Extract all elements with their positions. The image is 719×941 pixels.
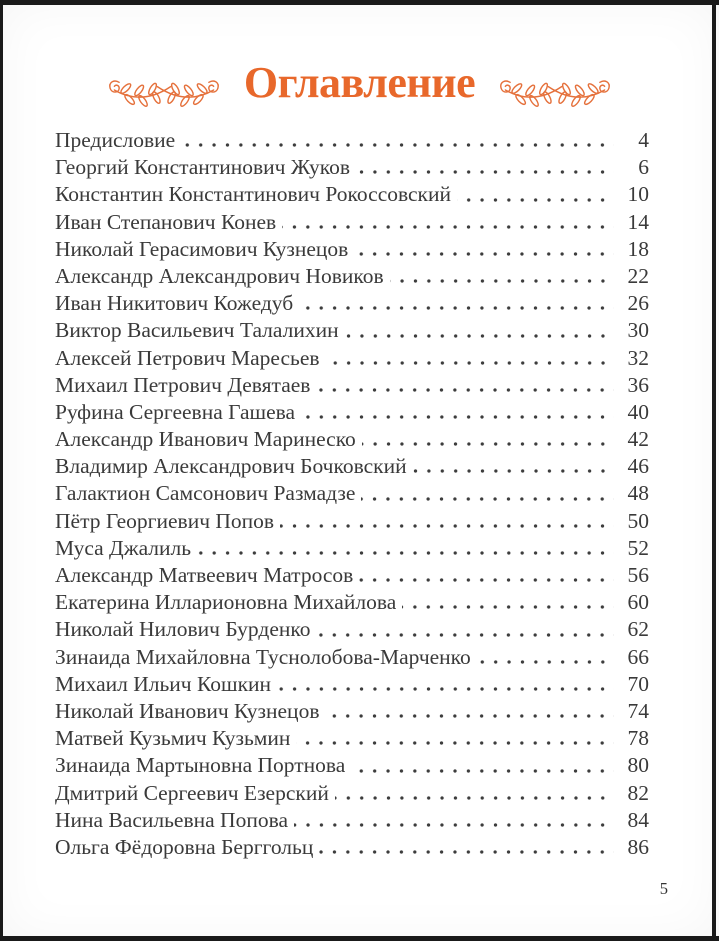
- toc-entry-page: 78: [627, 726, 649, 751]
- dot-leader: [457, 181, 614, 208]
- toc-entry: [55, 453, 649, 480]
- toc-entry-page: 36: [627, 372, 649, 397]
- dot-leader: [354, 236, 614, 263]
- toc-entry-page: 70: [627, 671, 649, 696]
- toc-entry-label: Руфина Сергеевна Гашева: [55, 399, 296, 424]
- toc-entry-label: Предисловие: [55, 128, 176, 152]
- toc-entry-label: Николай Герасимович Кузнецов: [55, 236, 349, 261]
- toc-entry-label: Матвей Кузьмич Кузьмин: [55, 726, 291, 751]
- dot-leader: [335, 780, 614, 807]
- page-title: Оглавление: [243, 57, 476, 107]
- toc-entry-label: Алексей Петрович Маресьев: [55, 345, 320, 370]
- toc-entry-label: Михаил Ильич Кошкин: [55, 671, 272, 696]
- toc-entry-page: 62: [627, 617, 649, 642]
- toc-entry-page: 32: [627, 345, 649, 370]
- toc-entry: [55, 616, 649, 643]
- toc-entry: [55, 263, 649, 290]
- toc-list: [55, 127, 649, 861]
- toc-entry-label: Иван Степанович Конев: [55, 209, 277, 234]
- dot-leader: [181, 127, 614, 154]
- dot-leader: [351, 752, 614, 779]
- toc-entry-page: 66: [627, 644, 649, 669]
- scan-border-bottom: [0, 936, 719, 941]
- dot-leader: [316, 616, 614, 643]
- toc-entry-label: Иван Никитович Кожедуб: [55, 291, 294, 316]
- toc-entry: [55, 535, 649, 562]
- toc-entry: [55, 399, 649, 426]
- toc-entry-label: Екатерина Илларионовна Михайлова: [55, 590, 397, 615]
- toc-entry-page: 74: [627, 698, 649, 723]
- toc-entry-page: 50: [627, 508, 649, 533]
- toc-entry: [55, 317, 649, 344]
- toc-entry: [55, 644, 649, 671]
- toc-entry-label: Константин Константинович Рокоссовский: [55, 182, 452, 207]
- toc-entry-page: 56: [627, 563, 649, 587]
- dot-leader: [294, 807, 614, 834]
- toc-entry: [55, 807, 649, 834]
- toc-entry-page: 86: [627, 834, 649, 859]
- dot-leader: [356, 154, 614, 181]
- toc-entry-label: Николай Иванович Кузнецов: [55, 698, 320, 723]
- toc-entry: [55, 154, 649, 181]
- toc-entry-label: Зинаида Михайловна Туснолобова-Марченко: [55, 644, 471, 669]
- dot-leader: [280, 508, 614, 535]
- toc-entry-page: 46: [627, 454, 649, 479]
- dot-leader: [282, 209, 614, 236]
- toc-entry-label: Александр Матвеевич Матросов: [55, 563, 354, 587]
- toc-entry-page: 26: [627, 291, 649, 316]
- dot-leader: [477, 644, 614, 671]
- toc-entry-label: Александр Александрович Новиков: [55, 263, 384, 288]
- toc-entry-label: Георгий Константинович Жуков: [55, 155, 351, 180]
- toc-entry: [55, 181, 649, 208]
- dot-leader: [390, 263, 614, 290]
- dot-leader: [299, 290, 614, 317]
- scan-border-right: [712, 0, 716, 941]
- laurel-flourish-icon: [496, 68, 614, 110]
- dot-leader: [345, 317, 614, 344]
- toc-entry-label: Михаил Петрович Девятаев: [55, 372, 311, 397]
- toc-entry-page: 60: [627, 590, 649, 615]
- toc-entry: [55, 562, 649, 589]
- dot-leader: [319, 834, 614, 861]
- toc-entry: [55, 209, 649, 236]
- toc-entry-page: 52: [627, 535, 649, 560]
- toc-entry: [55, 480, 649, 507]
- toc-entry-page: 10: [627, 182, 649, 207]
- toc-entry-page: 14: [627, 209, 649, 234]
- toc-entry-page: 4: [638, 128, 649, 152]
- dot-leader: [325, 698, 614, 725]
- toc-entry-label: Ольга Фёдоровна Берггольц: [55, 834, 314, 859]
- toc-entry-label: Пётр Георгиевич Попов: [55, 508, 275, 533]
- laurel-flourish-icon: [105, 68, 223, 110]
- toc-entry: [55, 508, 649, 535]
- toc-entry: [55, 780, 649, 807]
- toc-entry-label: Виктор Васильевич Талалихин: [55, 318, 339, 343]
- toc-entry: [55, 698, 649, 725]
- toc-entry-page: 84: [627, 807, 649, 832]
- dot-leader: [362, 426, 614, 453]
- toc-entry: [55, 236, 649, 263]
- dot-leader: [316, 372, 614, 399]
- toc-entry: [55, 834, 649, 861]
- toc-entry-page: 18: [627, 236, 649, 261]
- toc-entry: [55, 671, 649, 698]
- dot-leader: [361, 480, 614, 507]
- toc-entry-label: Александр Иванович Маринеско: [55, 427, 356, 452]
- folio-page-number: 5: [659, 879, 668, 898]
- dot-leader: [359, 562, 614, 589]
- dot-leader: [413, 453, 614, 480]
- dot-leader: [301, 399, 614, 426]
- toc-entry: [55, 372, 649, 399]
- scan-border-left: [0, 0, 3, 941]
- toc-entry: [55, 752, 649, 779]
- toc-entry-label: Галактион Самсонович Размадзе: [55, 481, 356, 506]
- toc-entry: [55, 426, 649, 453]
- toc-entry-label: Николай Нилович Бурденко: [55, 617, 311, 642]
- toc-entry-label: Владимир Александрович Бочковский: [55, 454, 407, 479]
- toc-entry: [55, 127, 649, 154]
- toc-entry-label: Муса Джалиль: [55, 535, 192, 560]
- toc-entry-page: 30: [627, 318, 649, 343]
- toc-header: [0, 56, 719, 110]
- toc-entry-page: 40: [627, 399, 649, 424]
- toc-entry-label: Зинаида Мартыновна Портнова: [55, 753, 346, 778]
- dot-leader: [197, 535, 614, 562]
- toc-entry-label: Дмитрий Сергеевич Езерский: [55, 780, 329, 805]
- toc-entry-page: 42: [627, 427, 649, 452]
- scan-border-top: [0, 0, 719, 5]
- dot-leader: [326, 345, 614, 372]
- toc-entry-page: 48: [627, 481, 649, 506]
- toc-entry-page: 6: [638, 155, 649, 180]
- dot-leader: [277, 671, 614, 698]
- toc-entry: [55, 589, 649, 616]
- toc-entry-page: 80: [627, 753, 649, 778]
- toc-entry: [55, 725, 649, 752]
- toc-entry-label: Нина Васильевна Попова: [55, 807, 288, 832]
- dot-leader: [296, 725, 614, 752]
- dot-leader: [402, 589, 614, 616]
- toc-entry-page: 82: [627, 780, 649, 805]
- toc-entry: [55, 345, 649, 372]
- toc-entry-page: 22: [627, 263, 649, 288]
- toc-entry: [55, 290, 649, 317]
